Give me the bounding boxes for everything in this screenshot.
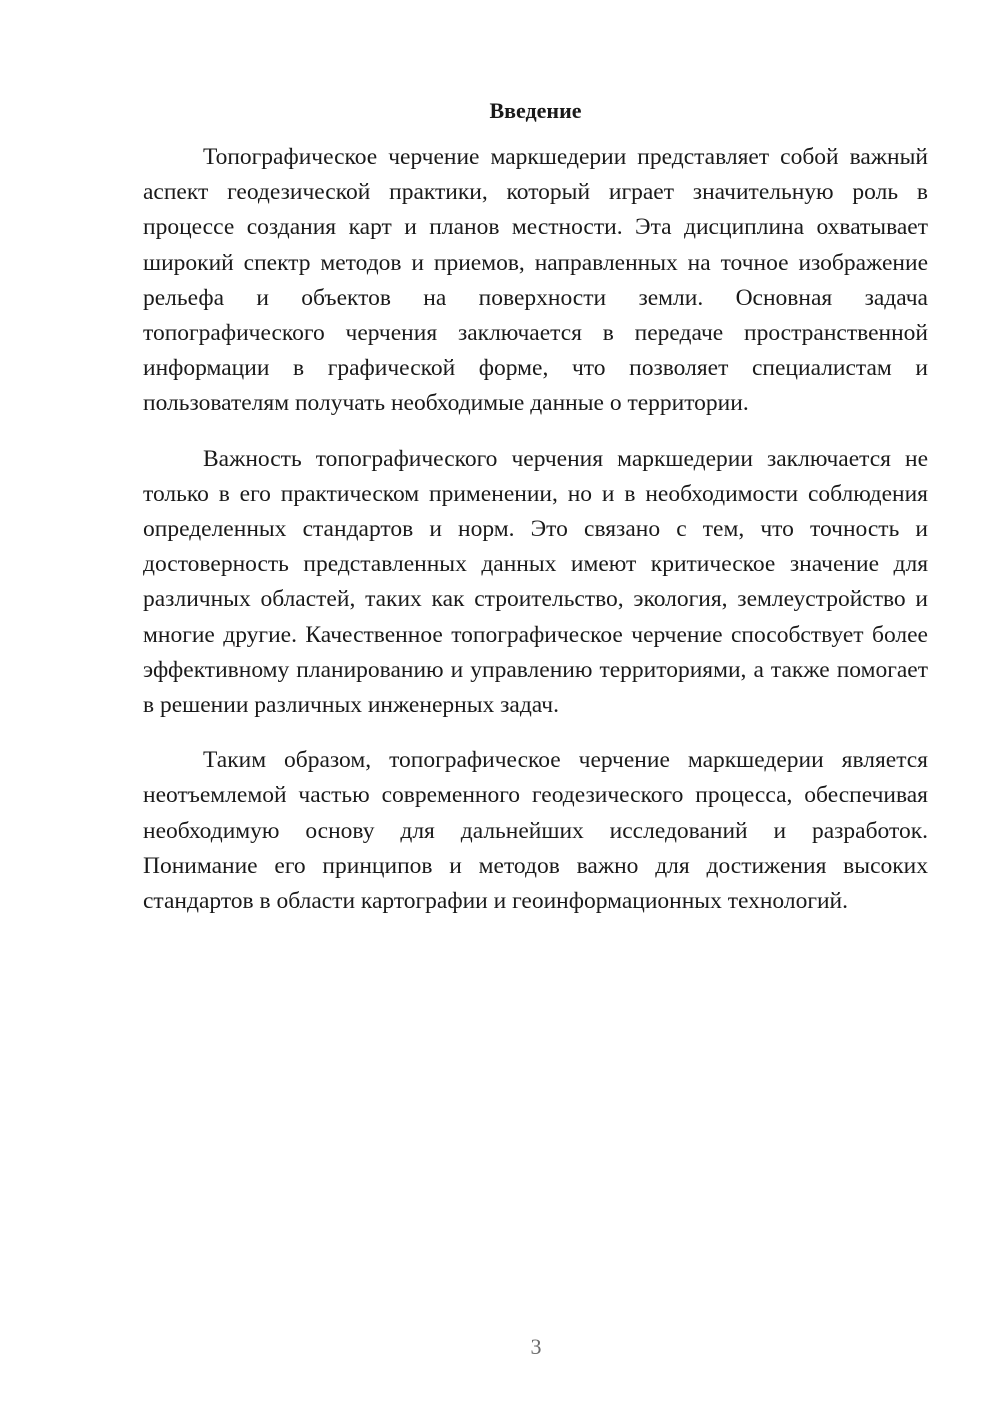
page-content	[143, 96, 928, 939]
page-number: 3	[530, 1334, 542, 1359]
paragraph-1: Топографическое черчение маркшедерии представляет собой важный аспект геодезической практики, который играет значительную роль в процессе создания карт и планов местности. Эта дисциплина охватывает широкий спектр методов и приемов, направленных на точное изображение рельефа и объектов на поверхности земли. Основная задача топографического черчения заключается в передаче пространственной информации в графической форме, что позволяет специалистам и пользователям получать необходимые данные о территории.	[143, 144, 928, 417]
section-title: Введение	[489, 98, 582, 123]
paragraph-3: Таким образом, топографическое черчение маркшедерии является неотъемлемой частью современного геодезического процесса, обеспечивая необходимую основу для дальнейших исследований и разработок. Понимание его принципов и методов важно для достижения высоких стандартов в области картографии и геоинформационных технологий.	[143, 747, 928, 915]
paragraph-2: Важность топографического черчения маркшедерии заключается не только в его практическом применении, но и в необходимости соблюдения определенных стандартов и норм. Это связано с тем, что точность и достоверность представленных данных имеют критическое значение для различных областей, таких как строительство, экология, землеустройство и многие другие. Качественное топографическое черчение способствует более эффективному планированию и управлению территориями, а также помогает в решении различных инженерных задач.	[143, 445, 928, 719]
